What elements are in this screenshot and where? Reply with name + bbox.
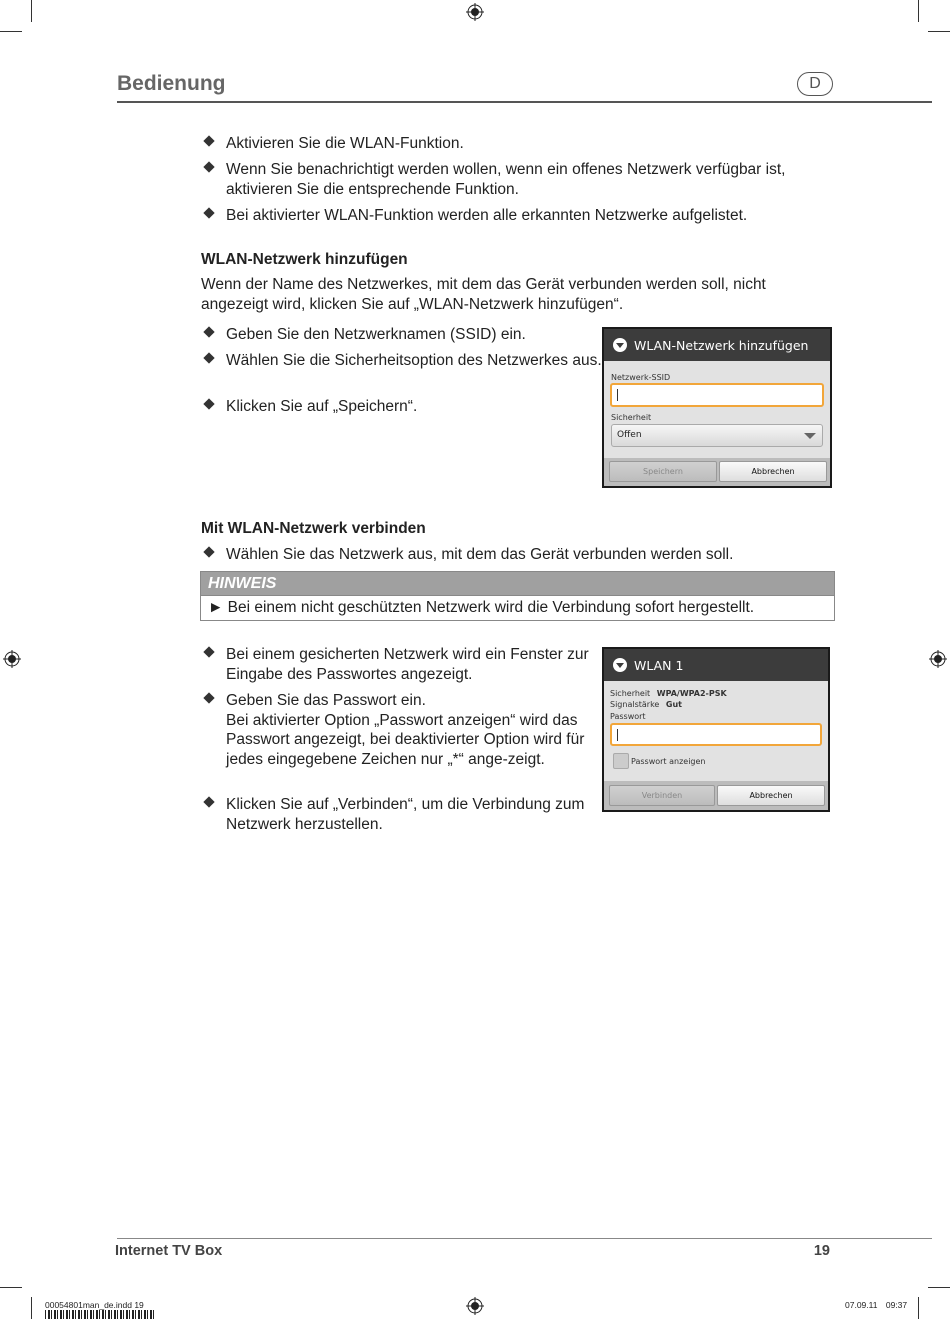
language-badge: D [797,72,833,96]
crop-mark [31,1297,32,1319]
list-item: Geben Sie das Passwort ein. Bei aktivierter Option „Passwort anzeigen“ wird das Passwort angezeigt, bei deaktivierter Option wird für jedes eingegebene Zeichen nur „*“ ange-zeigt. [201,691,601,769]
list-item: Bei aktivierter WLAN-Funktion werden alle erkannten Netzwerke aufgelistet. [201,206,846,226]
list-item: Geben Sie den Netzwerknamen (SSID) ein. [201,325,606,345]
footer-title: Internet TV Box [115,1243,223,1259]
list-item: Klicken Sie auf „Verbinden“, um die Verbindung zum Netzwerk herzustellen. [201,795,601,834]
diamond-bullet-icon [203,546,214,557]
list-item: Wählen Sie das Netzwerk aus, mit dem das Gerät verbunden werden soll. [201,545,846,565]
ssid-label: Netzwerk-SSID [611,373,671,382]
wifi-dropdown-icon [613,338,627,352]
cancel-button[interactable]: Abbrechen [719,461,827,482]
diamond-bullet-icon [203,207,214,218]
hinweis-box [200,571,835,621]
crop-mark [31,0,32,22]
dialog-button-row [604,458,830,486]
registration-mark-icon [3,650,21,668]
slug-time: 09:37 [885,1300,908,1310]
crop-mark [918,0,919,22]
security-select[interactable] [611,424,823,447]
section-heading: WLAN-Netzwerk hinzufügen [201,251,408,268]
signal-label: Signalstärke [610,700,660,709]
crop-mark [0,1287,22,1288]
signal-info [610,700,682,709]
security-label: Sicherheit [611,413,652,422]
save-button[interactable]: Speichern [609,461,717,482]
show-password-checkbox[interactable] [613,753,629,769]
crop-mark [0,31,22,32]
diamond-bullet-icon [203,796,214,807]
password-note: Bei aktivierter Option „Passwort anzeigen“ wird das Passwort angezeigt, bei deaktivierter Option wird für jedes eingegebene Zeichen nur „*“ ange-zeigt. [226,711,585,768]
slug-date: 07.09.11 [845,1300,878,1310]
security-label: Sicherheit [610,689,651,698]
password-label: Passwort [610,712,646,721]
list-item: Wählen Sie die Sicherheitsoption des Netzwerkes aus. [201,351,606,371]
section-paragraph: Wenn der Name des Netzwerkes, mit dem das Gerät verbunden werden soll, nicht angezeigt wird, klicken Sie auf „WLAN-Netzwerk hinzufügen“. [201,276,766,313]
dialog-button-row [604,781,828,810]
registration-mark-icon [466,3,484,21]
list-item: Klicken Sie auf „Speichern“. [201,397,606,417]
page-header-title: Bedienung [117,72,226,95]
connect-button[interactable]: Verbinden [609,785,715,806]
add-network-dialog [602,327,832,488]
wifi-dropdown-icon [613,658,627,672]
security-value: WPA/WPA2-PSK [656,689,727,698]
security-select-value: Offen [617,430,642,440]
ssid-input[interactable] [610,383,824,407]
section-heading: Mit WLAN-Netzwerk verbinden [201,520,426,537]
hinweis-text: ► Bei einem nicht geschützten Netzwerk wird die Verbindung sofort hergestellt. [208,599,755,616]
password-input[interactable] [610,723,822,746]
hinweis-title: HINWEIS [201,572,834,596]
list-item: Aktivieren Sie die WLAN-Funktion. [201,134,846,154]
registration-mark-icon [929,650,947,668]
cancel-button[interactable]: Abbrechen [717,785,825,806]
diamond-bullet-icon [203,352,214,363]
list-item: Bei einem gesicherten Netzwerk wird ein Fenster zur Eingabe des Passwortes angezeigt. [201,645,601,684]
diamond-bullet-icon [203,135,214,146]
dialog-title: WLAN 1 [634,658,684,673]
crop-mark [918,1297,919,1319]
page-number: 19 [813,1243,830,1259]
chevron-down-icon [804,433,816,439]
diamond-bullet-icon [203,161,214,172]
crop-mark [928,1287,950,1288]
dialog-title: WLAN-Netzwerk hinzufügen [634,338,809,353]
slug-barcode [45,1310,155,1319]
security-info [610,689,727,698]
slug-datetime [845,1300,907,1310]
show-password-label: Passwort anzeigen [631,757,706,766]
dialog-title-bar [604,329,830,361]
crop-mark [928,31,950,32]
registration-mark-icon [466,1297,484,1315]
diamond-bullet-icon [203,646,214,657]
header-divider [117,101,932,103]
signal-value: Gut [665,700,682,709]
list-item: Wenn Sie benachrichtigt werden wollen, wenn ein offenes Netzwerk verfügbar ist, aktivieren Sie die entsprechende Funktion. [201,160,846,199]
diamond-bullet-icon [203,326,214,337]
connect-dialog [602,647,830,812]
diamond-bullet-icon [203,398,214,409]
footer-divider [117,1238,932,1239]
diamond-bullet-icon [203,692,214,703]
dialog-title-bar [604,649,828,681]
slug-filename: 00054801man_de.indd 19 [45,1300,144,1310]
